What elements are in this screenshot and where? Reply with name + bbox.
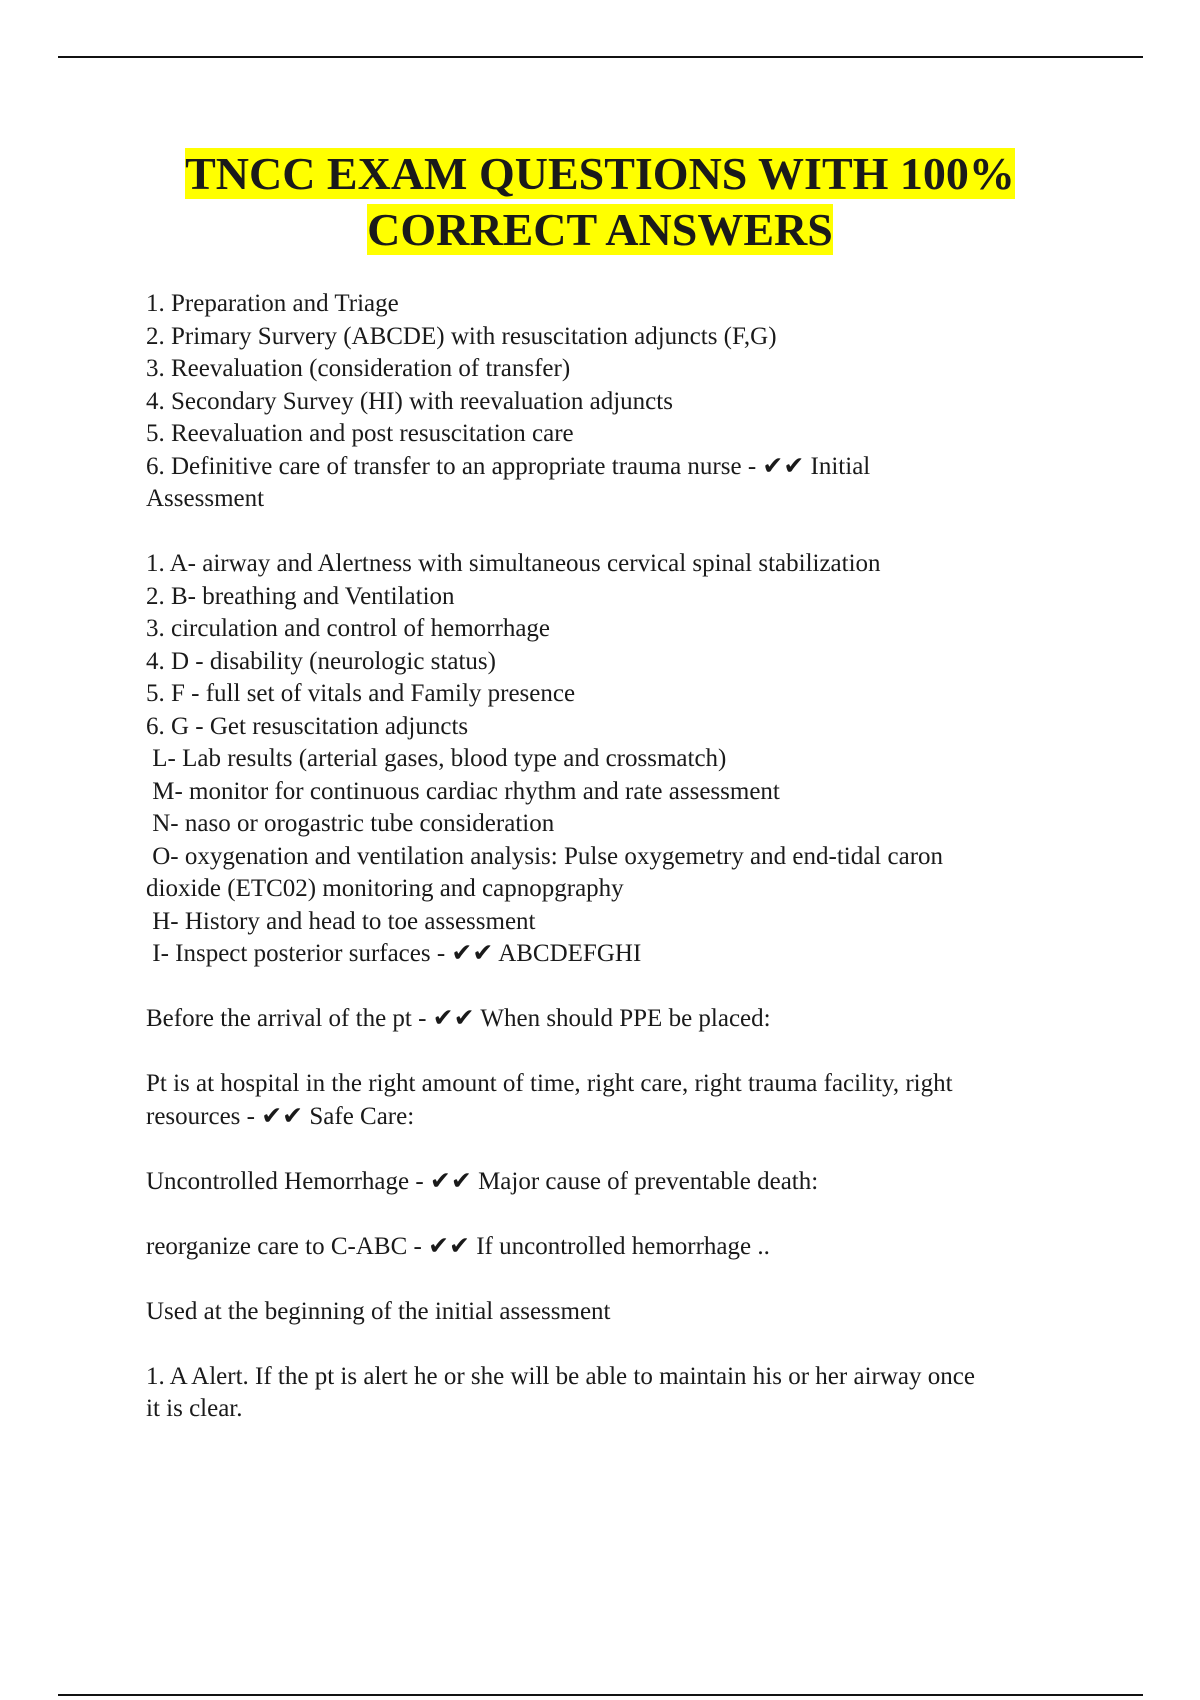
text-line: Used at the beginning of the initial assessment (146, 1297, 611, 1325)
text-line: resources - ✔✔ Safe Care: (146, 1102, 415, 1130)
text-line: I- Inspect posterior surfaces - ✔✔ ABCDEFGHI (146, 940, 642, 967)
text-line: 1. Preparation and Triage (146, 290, 399, 317)
paragraph-beginning-assessment (146, 1296, 1096, 1329)
text-line: Uncontrolled Hemorrhage - ✔✔ Major cause of preventable death: (146, 1167, 819, 1195)
paragraph-c-abc (146, 1231, 1096, 1264)
text-line: 4. D - disability (neurologic status) (146, 647, 496, 675)
text-line: M- monitor for continuous cardiac rhythm and rate assessment (146, 777, 780, 805)
text-line: 3. Reevaluation (consideration of transfer) (146, 355, 571, 382)
text-line: 2. B- breathing and Ventilation (146, 582, 455, 610)
text-line: Before the arrival of the pt - ✔✔ When should PPE be placed: (146, 1005, 771, 1032)
text-line: 5. Reevaluation and post resuscitation care (146, 420, 574, 447)
text-line: 1. A Alert. If the pt is alert he or she will be able to maintain his or her airway once (146, 1362, 975, 1390)
text-line: 2. Primary Survery (ABCDE) with resuscitation adjuncts (F,G) (146, 322, 777, 350)
paragraph-preventable-death (146, 1166, 1096, 1199)
text-line: 4. Secondary Survey (HI) with reevaluation adjuncts (146, 387, 673, 415)
paragraph-abcdefghi (146, 548, 1096, 971)
text-line: reorganize care to C-ABC - ✔✔ If uncontrolled hemorrhage .. (146, 1232, 770, 1260)
text-line: H- History and head to toe assessment (146, 907, 536, 935)
bottom-rule (58, 1694, 1143, 1696)
text-line: dioxide (ETC02) monitoring and capnopgraphy (146, 875, 624, 902)
text-line: N- naso or orogastric tube consideration (146, 810, 555, 837)
document-title (0, 146, 1200, 258)
paragraph-safe-care (146, 1068, 1096, 1133)
text-line: Pt is at hospital in the right amount of time, right care, right trauma facility, right (146, 1070, 953, 1097)
title-line-1: TNCC EXAM QUESTIONS WITH 100% (185, 148, 1015, 199)
text-line: 1. A- airway and Alertness with simultaneous cervical spinal stabilization (146, 550, 881, 577)
text-line: 5. F - full set of vitals and Family presence (146, 680, 576, 707)
title-line-2: CORRECT ANSWERS (367, 204, 833, 255)
top-rule (58, 56, 1143, 58)
text-line: O- oxygenation and ventilation analysis: Pulse oxygemetry and end-tidal caron (146, 842, 944, 870)
paragraph-initial-assessment (146, 288, 1096, 516)
text-line: 6. G - Get resuscitation adjuncts (146, 712, 469, 740)
text-line: it is clear. (146, 1395, 243, 1422)
text-line: Assessment (146, 485, 265, 512)
paragraph-ppe (146, 1003, 1096, 1036)
document-body (146, 288, 1096, 1458)
paragraph-alert (146, 1361, 1096, 1426)
text-line: 3. circulation and control of hemorrhage (146, 615, 551, 642)
text-line: 6. Definitive care of transfer to an appropriate trauma nurse - ✔✔ Initial (146, 452, 871, 480)
text-line: L- Lab results (arterial gases, blood type and crossmatch) (146, 745, 727, 772)
